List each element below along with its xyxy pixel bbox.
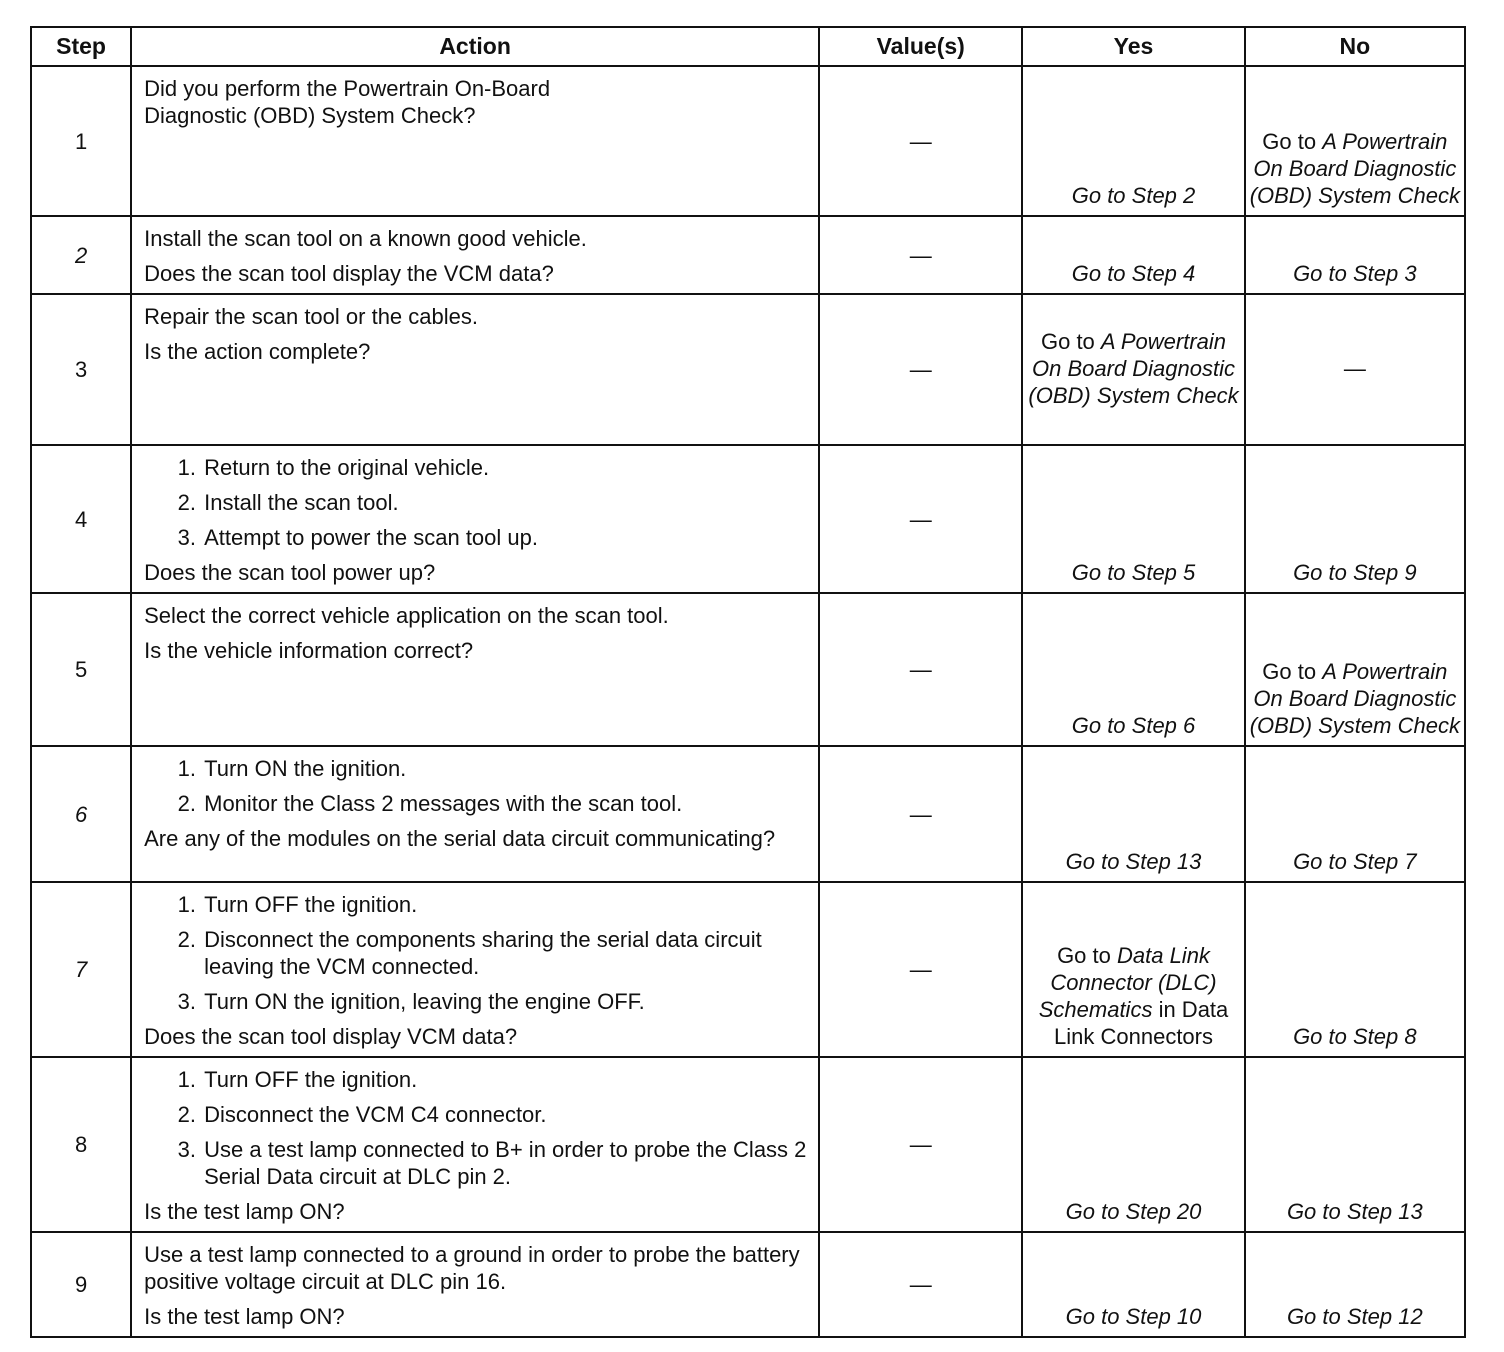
table-row-step-6 — [31, 746, 1465, 882]
list-item: 1. Turn ON the ignition. — [202, 755, 808, 782]
action-steps-list — [144, 891, 808, 1015]
action-text: Install the scan tool on a known good vehicle. — [144, 226, 587, 251]
no-link[interactable]: Go to Step 12 — [1286, 1304, 1423, 1329]
no-link[interactable]: A Powertrain On Board Diagnostic (OBD) System Check — [1249, 659, 1460, 738]
action-cell — [131, 66, 819, 216]
action-cell — [131, 294, 819, 445]
list-item: 3. Turn ON the ignition, leaving the engine OFF. — [202, 988, 808, 1015]
action-steps-list — [144, 454, 808, 551]
table-row-step-7 — [31, 882, 1465, 1057]
list-item: 3. Attempt to power the scan tool up. — [202, 524, 808, 551]
yes-cell — [1022, 1057, 1244, 1232]
yes-cell — [1022, 216, 1244, 294]
yes-link[interactable]: Go to Step 13 — [1065, 849, 1202, 874]
value-cell: — — [819, 294, 1022, 445]
yes-suffix: in Data Link Connectors — [1054, 997, 1229, 1049]
table-row-step-9 — [31, 1232, 1465, 1337]
action-steps-list — [144, 1066, 808, 1190]
no-link[interactable]: Go to Step 3 — [1293, 261, 1417, 286]
yes-cell — [1022, 1232, 1244, 1337]
action-text: Diagnostic (OBD) System Check? — [144, 103, 476, 128]
yes-link[interactable]: A Powertrain On Board Diagnostic (OBD) System Check — [1028, 329, 1239, 408]
no-cell — [1245, 593, 1465, 746]
yes-cell — [1022, 746, 1244, 882]
action-cell — [131, 445, 819, 593]
value-cell: — — [819, 746, 1022, 882]
action-question: Does the scan tool display the VCM data? — [144, 261, 554, 286]
table-row-step-4 — [31, 445, 1465, 593]
action-question: Is the action complete? — [144, 339, 371, 364]
list-item: 1. Turn OFF the ignition. — [202, 891, 808, 918]
no-cell — [1245, 216, 1465, 294]
yes-cell — [1022, 882, 1244, 1057]
no-prefix: Go to — [1262, 129, 1323, 154]
no-link[interactable]: Go to Step 8 — [1293, 1024, 1417, 1049]
yes-cell — [1022, 445, 1244, 593]
no-prefix: Go to — [1262, 659, 1323, 684]
yes-link[interactable]: Go to Step 5 — [1071, 560, 1196, 585]
step-number: 9 — [31, 1232, 131, 1337]
action-cell — [131, 216, 819, 294]
action-text: Repair the scan tool or the cables. — [144, 304, 478, 329]
yes-link[interactable]: Go to Step 10 — [1065, 1304, 1202, 1329]
action-text: Use a test lamp connected to a ground in order to probe the battery positive voltage circuit at DLC pin 16. — [144, 1242, 800, 1294]
list-item: 2. Disconnect the VCM C4 connector. — [202, 1101, 808, 1128]
action-question: Is the test lamp ON? — [144, 1304, 345, 1329]
yes-link[interactable]: Go to Step 20 — [1065, 1199, 1202, 1224]
table-row-step-3 — [31, 294, 1465, 445]
yes-link[interactable]: Go to Step 2 — [1071, 183, 1196, 208]
header-values: Value(s) — [819, 27, 1022, 66]
value-cell: — — [819, 882, 1022, 1057]
step-number: 3 — [31, 294, 131, 445]
no-cell — [1245, 882, 1465, 1057]
yes-cell — [1022, 294, 1244, 445]
action-cell — [131, 593, 819, 746]
action-question: Does the scan tool power up? — [144, 560, 436, 585]
action-cell — [131, 746, 819, 882]
step-number: 1 — [31, 66, 131, 216]
yes-link[interactable]: Go to Step 6 — [1071, 713, 1196, 738]
list-item: 3. Use a test lamp connected to B+ in order to probe the Class 2 Serial Data circuit at DLC pin 2. — [202, 1136, 808, 1190]
table-row-step-5 — [31, 593, 1465, 746]
action-text: Did you perform the Powertrain On-Board — [144, 76, 551, 101]
action-question: Is the test lamp ON? — [144, 1199, 345, 1224]
action-question: Does the scan tool display VCM data? — [144, 1024, 518, 1049]
table-row-step-8 — [31, 1057, 1465, 1232]
no-link[interactable]: Go to Step 9 — [1293, 560, 1417, 585]
action-cell — [131, 1232, 819, 1337]
action-cell — [131, 882, 819, 1057]
value-cell: — — [819, 593, 1022, 746]
action-question: Is the vehicle information correct? — [144, 638, 474, 663]
action-steps-list — [144, 755, 808, 817]
header-yes: Yes — [1022, 27, 1244, 66]
header-no: No — [1245, 27, 1465, 66]
value-cell: — — [819, 1232, 1022, 1337]
list-item: 1. Return to the original vehicle. — [202, 454, 808, 481]
header-row — [31, 27, 1465, 66]
no-cell — [1245, 746, 1465, 882]
list-item: 2. Disconnect the components sharing the serial data circuit leaving the VCM connected. — [202, 926, 808, 980]
action-text: Select the correct vehicle application on the scan tool. — [144, 603, 669, 628]
yes-cell — [1022, 66, 1244, 216]
no-cell — [1245, 1232, 1465, 1337]
no-link[interactable]: Go to Step 13 — [1286, 1199, 1423, 1224]
yes-link[interactable]: Go to Step 4 — [1071, 261, 1196, 286]
no-cell: — — [1245, 294, 1465, 445]
header-action: Action — [131, 27, 819, 66]
yes-prefix: Go to — [1040, 329, 1101, 354]
header-step: Step — [31, 27, 131, 66]
no-cell — [1245, 1057, 1465, 1232]
diagnostic-table — [30, 26, 1466, 1338]
value-cell: — — [819, 445, 1022, 593]
table-row-step-1 — [31, 66, 1465, 216]
step-number: 6 — [31, 746, 131, 882]
step-number: 8 — [31, 1057, 131, 1232]
yes-prefix: Go to — [1057, 943, 1117, 968]
value-cell: — — [819, 1057, 1022, 1232]
list-item: 2. Install the scan tool. — [202, 489, 808, 516]
table-row-step-2 — [31, 216, 1465, 294]
step-number: 5 — [31, 593, 131, 746]
no-link[interactable]: Go to Step 7 — [1293, 849, 1417, 874]
action-cell — [131, 1057, 819, 1232]
no-cell — [1245, 445, 1465, 593]
value-cell: — — [819, 66, 1022, 216]
no-link[interactable]: A Powertrain On Board Diagnostic (OBD) System Check — [1249, 129, 1460, 208]
yes-link[interactable]: Data Link Connector (DLC) Schematics — [1038, 943, 1217, 1022]
list-item: 1. Turn OFF the ignition. — [202, 1066, 808, 1093]
step-number: 4 — [31, 445, 131, 593]
value-cell: — — [819, 216, 1022, 294]
action-question: Are any of the modules on the serial data circuit communicating? — [144, 826, 776, 851]
list-item: 2. Monitor the Class 2 messages with the scan tool. — [202, 790, 808, 817]
no-cell — [1245, 66, 1465, 216]
step-number: 7 — [31, 882, 131, 1057]
step-number: 2 — [31, 216, 131, 294]
yes-cell — [1022, 593, 1244, 746]
